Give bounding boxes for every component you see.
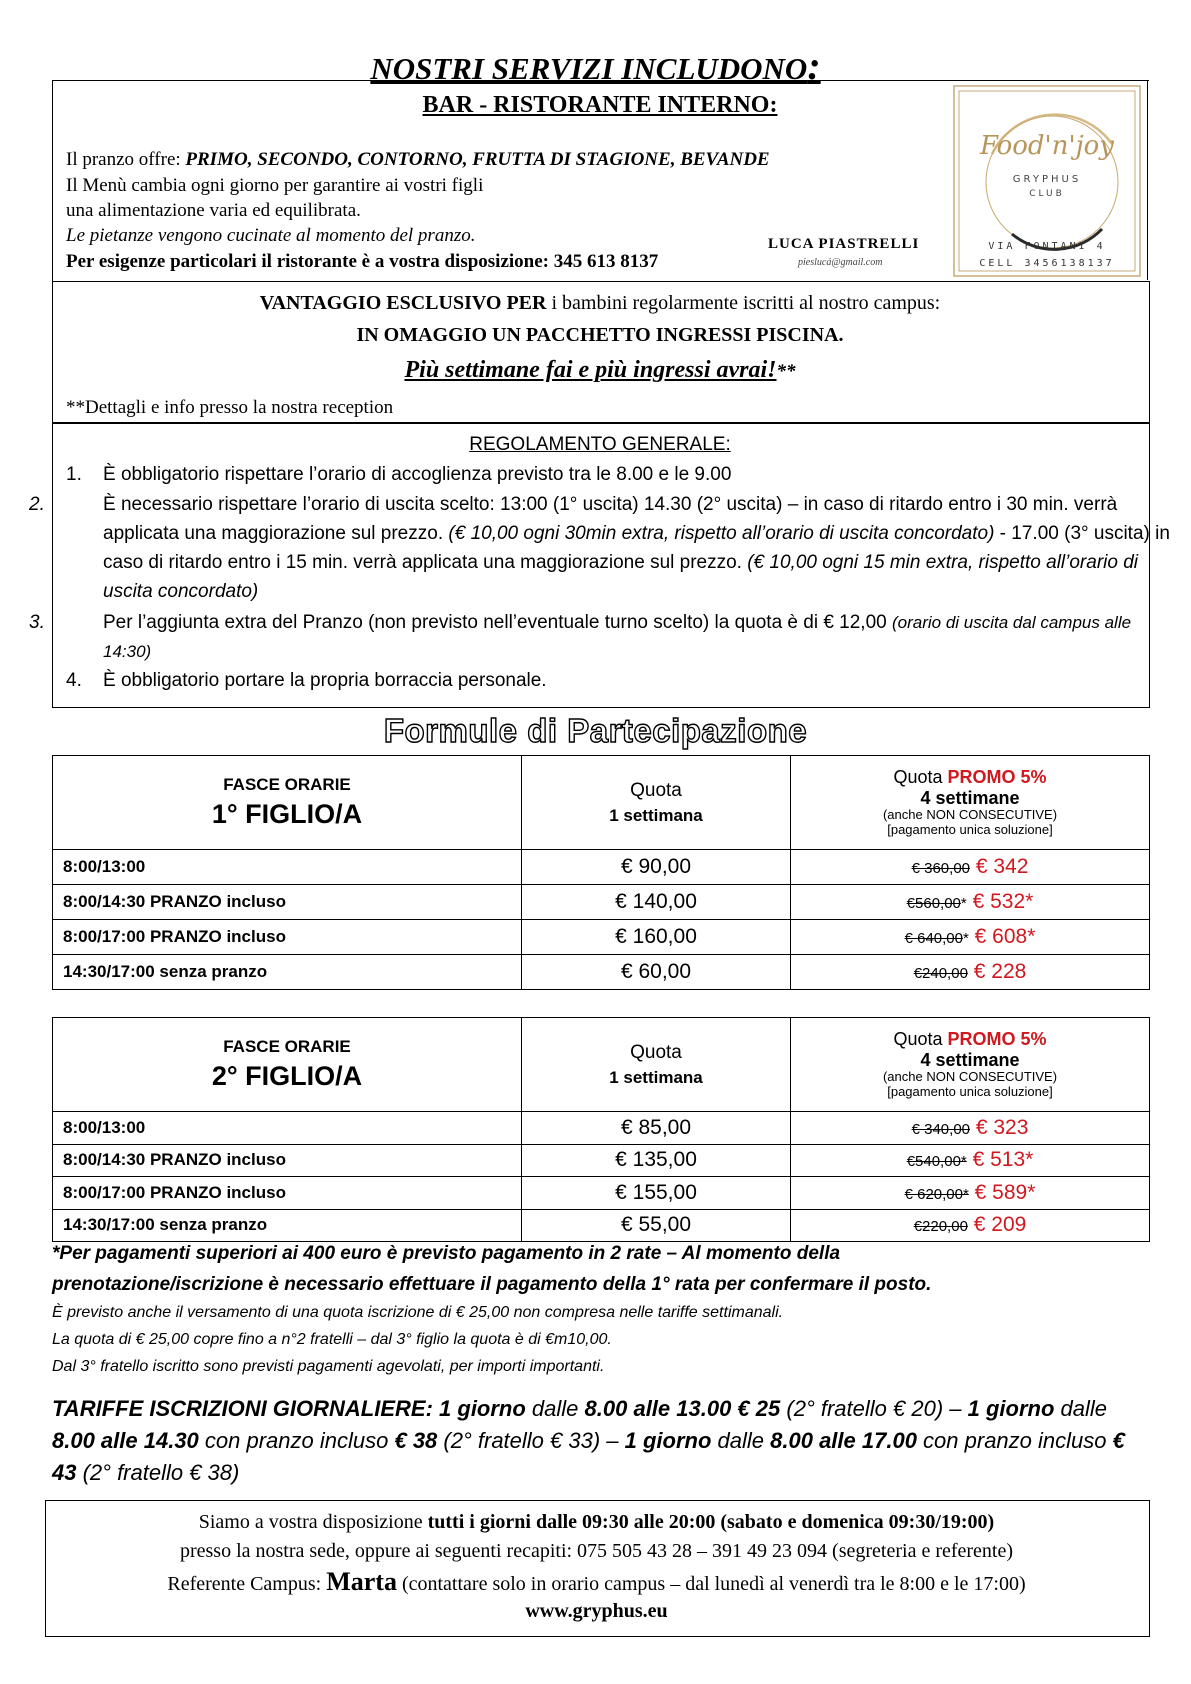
logo-address: VIA FONTANI 4	[988, 241, 1106, 252]
table-row	[53, 1144, 1150, 1177]
table-row	[53, 1177, 1150, 1210]
row-promo: €560,00* € 532*	[791, 885, 1150, 920]
vantaggio-line: VANTAGGIO ESCLUSIVO PER i bambini regolarmente iscritti al nostro campus:	[259, 292, 941, 314]
contatti-orari: Siamo a vostra disposizione tutti i giorni dalle 09:30 alle 20:00 (sabato e domenica 09:30/19:00)	[198, 1511, 995, 1533]
row-label: 8:00/13:00	[53, 850, 522, 885]
row-label: 8:00/13:00	[53, 1112, 522, 1145]
bar-menu-text-2: una alimentazione varia ed equilibrata.	[66, 200, 361, 221]
vantaggio-slogan: Più settimane fai e più ingressi avrai!**	[404, 357, 796, 383]
table-row	[53, 955, 1150, 990]
header-promo: Quota PROMO 5% 4 settimane (anche NON CONSECUTIVE) [pagamento unica soluzione]	[791, 756, 1150, 850]
header-promo: Quota PROMO 5% 4 settimane (anche NON CONSECUTIVE) [pagamento unica soluzione]	[791, 1018, 1150, 1112]
signature-name: LUCA PIASTRELLI	[768, 236, 920, 252]
row-promo: €540,00* € 513*	[791, 1144, 1150, 1177]
agevolati-note: Dal 3° fratello iscritto sono previsti pagamenti agevolati, per importi importanti.	[52, 1358, 605, 1375]
tariffe-giornaliere: TARIFFE ISCRIZIONI GIORNALIERE: 1 giorno dalle 8.00 alle 13.00 € 25 (2° fratello € 20) – 1 giorno dalle 8.00 alle 14.30 con pranzo incluso € 38 (2° fratello € 33) – 1 giorno dalle 8.00 alle 17.00 con pranzo incluso € 43 (2° fratello € 38)	[52, 1396, 1125, 1485]
price-table-first-child	[52, 755, 1150, 990]
row-label: 8:00/14:30 PRANZO incluso	[53, 1144, 522, 1177]
website-link[interactable]: www.gryphus.eu	[525, 1600, 668, 1622]
logo-club: CLUB	[1029, 189, 1065, 199]
signature-email: pieslucá@gmail.com	[798, 257, 883, 268]
vantaggio-details: **Dettagli e info presso la nostra reception	[66, 397, 394, 418]
row-label: 8:00/14:30 PRANZO incluso	[53, 885, 522, 920]
row-price: € 85,00	[522, 1112, 791, 1145]
row-price: € 155,00	[522, 1177, 791, 1210]
logo-script-text: Food'n'joy	[979, 131, 1115, 161]
row-label: 14:30/17:00 senza pranzo	[53, 955, 522, 990]
row-label: 14:30/17:00 senza pranzo	[53, 1209, 522, 1242]
vantaggio-omaggio: IN OMAGGIO UN PACCHETTO INGRESSI PISCINA.	[356, 324, 844, 346]
bar-cooking-note: Le pietanze vengono cucinate al momento del pranzo.	[66, 225, 476, 246]
fratelli-note: La quota di € 25,00 copre fino a n°2 fratelli – dal 3° figlio la quota è di €m10,00.	[52, 1331, 612, 1348]
logo-phone: CELL 3456138137	[979, 258, 1115, 269]
header-fasce-orarie: FASCE ORARIE 1° FIGLIO/A	[53, 756, 522, 850]
regolamento-title: REGOLAMENTO GENERALE:	[469, 434, 731, 455]
row-promo: €240,00 € 228	[791, 955, 1150, 990]
row-promo: €220,00 € 209	[791, 1209, 1150, 1242]
row-promo: € 340,00 € 323	[791, 1112, 1150, 1145]
row-label: 8:00/17:00 PRANZO incluso	[53, 1177, 522, 1210]
table-row	[53, 920, 1150, 955]
table-row	[53, 1112, 1150, 1145]
regolamento-item: 2. È necessario rispettare l’orario di uscita scelto: 13:00 (1° uscita) 14.30 (2° uscita) – in caso di ritardo entro i 30 min. verrà applicata una maggiorazione sul prezzo. (€ 10,00 ogni 30min extra, rispetto all’orario di uscita concordato) - 17.00 (3° uscita) in caso di ritardo entro i 15 min. verrà applicata una maggiorazione sul prezzo. (€ 10,00 ogni 15 min extra, rispetto all’orario di uscita concordato)	[29, 494, 1170, 602]
header-fasce-orarie: FASCE ORARIE 2° FIGLIO/A	[53, 1018, 522, 1112]
table-row	[53, 850, 1150, 885]
price-table-second-child	[52, 1017, 1150, 1242]
row-price: € 60,00	[522, 955, 791, 990]
row-price: € 55,00	[522, 1209, 791, 1242]
row-price: € 140,00	[522, 885, 791, 920]
formule-title: Formule di Partecipazione	[383, 712, 808, 749]
row-promo: € 620,00* € 589*	[791, 1177, 1150, 1210]
bar-heading: BAR - RISTORANTE INTERNO:	[422, 92, 778, 118]
logo-gryphus: GRYPHUS	[1012, 174, 1082, 185]
row-price: € 90,00	[522, 850, 791, 885]
row-price: € 135,00	[522, 1144, 791, 1177]
regolamento-item: 3. Per l’aggiunta extra del Pranzo (non previsto nell’eventuale turno scelto) la quota è di € 12,00 (orario di uscita dal campus alle 14:30)	[29, 612, 1132, 661]
payment-note-2: prenotazione/iscrizione è necessario effettuare il pagamento della 1° rata per confermare il posto.	[52, 1274, 932, 1295]
table-row	[53, 885, 1150, 920]
header-quota: Quota 1 settimana	[522, 1018, 791, 1112]
payment-note: *Per pagamenti superiori ai 400 euro è previsto pagamento in 2 rate – Al momento della	[52, 1243, 841, 1264]
contatti-telefoni: presso la nostra sede, oppure ai seguenti recapiti: 075 505 43 28 – 391 49 23 094 (segreteria e referente)	[179, 1540, 1014, 1562]
contatti-referente: Referente Campus: Marta (contattare solo in orario campus – dal lunedì al venerdì tra le 8:00 e le 17:00)	[167, 1567, 1026, 1596]
row-label: 8:00/17:00 PRANZO incluso	[53, 920, 522, 955]
regolamento-item: 1. È obbligatorio rispettare l’orario di accoglienza previsto tra le 8.00 e le 9.00	[66, 464, 732, 485]
foodnjoy-logo	[952, 84, 1142, 278]
bar-lunch-offer: Il pranzo offre: PRIMO, SECONDO, CONTORNO, FRUTTA DI STAGIONE, BEVANDE	[66, 149, 770, 170]
row-promo: € 360,00 € 342	[791, 850, 1150, 885]
bar-menu-text: Il Menù cambia ogni giorno per garantire ai vostri figli	[66, 175, 484, 196]
header-quota: Quota 1 settimana	[522, 756, 791, 850]
regolamento-item: 4. È obbligatorio portare la propria borraccia personale.	[66, 670, 547, 691]
bar-contact-phone: Per esigenze particolari il ristorante è a vostra disposizione: 345 613 8137	[66, 251, 659, 272]
row-promo: € 640,00* € 608*	[791, 920, 1150, 955]
row-price: € 160,00	[522, 920, 791, 955]
page-title: NOSTRI SERVIZI INCLUDONO:	[370, 43, 821, 88]
iscrizione-note: È previsto anche il versamento di una quota iscrizione di € 25,00 non compresa nelle tariffe settimanali.	[52, 1304, 784, 1321]
table-row	[53, 1209, 1150, 1242]
